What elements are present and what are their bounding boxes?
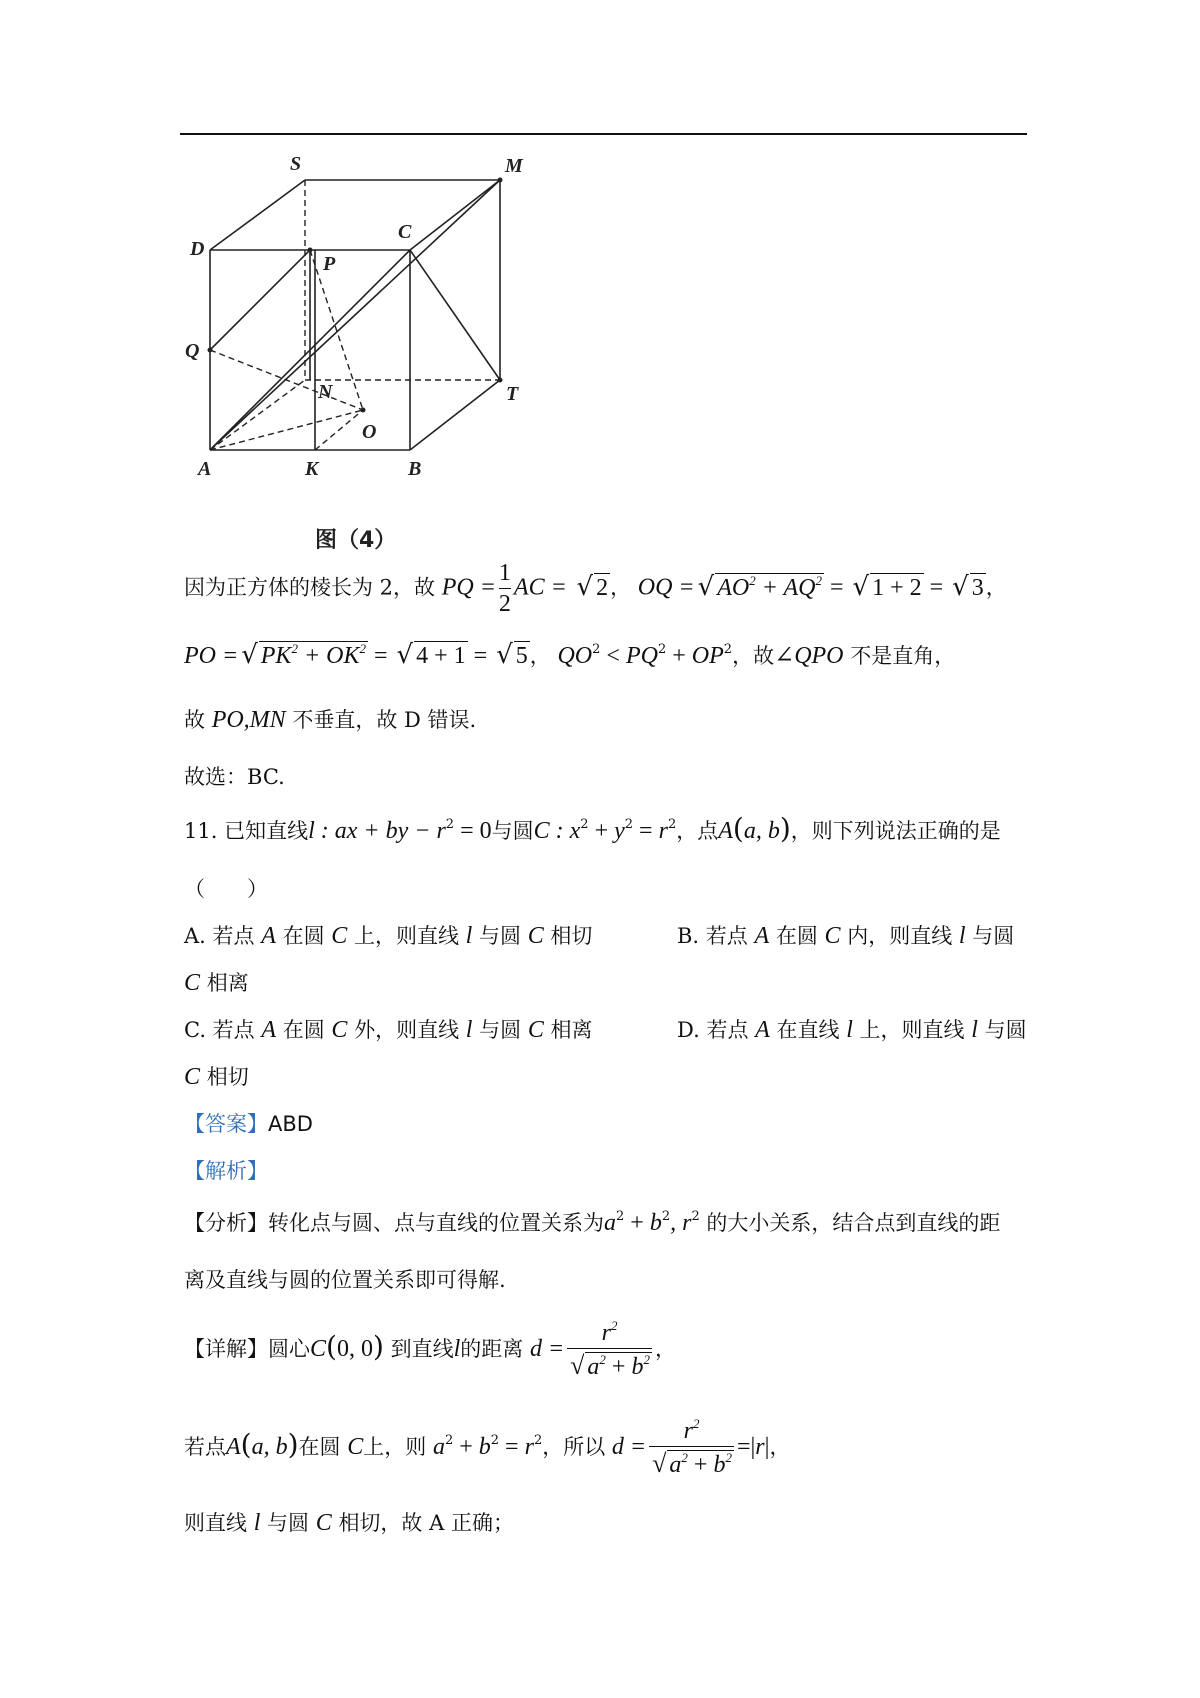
line-3: 故 PO,MN 不垂直，故 D 错误. [184,707,477,733]
label-T: T [506,383,519,405]
option-c: C. 若点 A 在圆 C 外，则直线 l 与圆 C 相离 [184,1017,593,1043]
label-A: A [198,458,212,480]
analysis-label: 【解析】 [184,1159,268,1183]
option-b: B. 若点 A 在圆 C 内，则直线 l 与圆 [677,923,1015,949]
answer-line [184,1108,313,1138]
answer-value: ABD [268,1112,313,1136]
fraction-half: $\frac{1}{2}$ [498,560,511,617]
label-C: C [398,221,412,243]
line-4: 故选：BC. [184,765,285,789]
fenxi-line-2: 离及直线与圆的位置关系即可得解. [184,1268,506,1292]
answer-label: 【答案】 [184,1112,268,1136]
line-1: 因为正方体的棱长为 2，故 PQ = $\frac{1}{2}$ AC = √ 2， OQ = √ $AO^2 + AQ^2$ = √ 1 + 2 = √ 3， [184,560,1007,617]
option-d-cont: C 相切 [184,1064,249,1090]
last-line: 则直线 l 与圆 C 相切，故 A 正确； [184,1510,514,1536]
question-11: 11. 已知直线l : ax + by − $r^2 = 0$与圆C : $x^2 + y^2 = r^2$，点A(a, b)，则下列说法正确的是 [184,812,1001,845]
option-a: A. 若点 A 在圆 C 上，则直线 l 与圆 C 相切 [184,923,593,949]
option-d: D. 若点 A 在直线 l 上，则直线 l 与圆 [677,1017,1027,1043]
if-line: 若点A(a, b)在圆 C上，则 $a^2 + b^2 = r^2$，所以 d = $\frac{r^2}{√ a^2 + b^2}$ =|r|， [184,1416,791,1478]
question-11-paren: （ ） [184,877,268,901]
figure-caption: 图（4） [315,528,397,553]
label-Q: Q [185,340,200,362]
distance-fraction: $\frac{r^2}{√ a^2 + b^2}$ [567,1320,652,1381]
label-O: O [362,421,377,443]
line-2: PO = √ $PK^2 + OK^2$ = √ 4 + 1 = √ 5， $QO^2 < PQ^2 + OP^2$，故∠QPO 不是直角， [184,640,956,670]
detail-line: 【详解】圆心C(0, 0) 到直线l的距离 d = $\frac{r^2}{√ a^2 + b^2}$ ， [184,1318,676,1380]
label-M: M [505,155,523,177]
label-B: B [408,458,422,480]
label-K: K [305,458,319,480]
label-P: P [323,253,336,275]
label-D: D [190,238,205,260]
label-N: N [318,381,333,403]
label-S: S [290,153,302,175]
option-b-cont: C 相离 [184,970,249,996]
fenxi-line-1: 【分析】转化点与圆、点与直线的位置关系为$a^2 + b^2$, $r^2$ 的大小关系，结合点到直线的距 [184,1209,1001,1236]
analysis-label-line [184,1155,268,1185]
header-rule [180,133,1027,135]
cube-figure [180,150,600,560]
